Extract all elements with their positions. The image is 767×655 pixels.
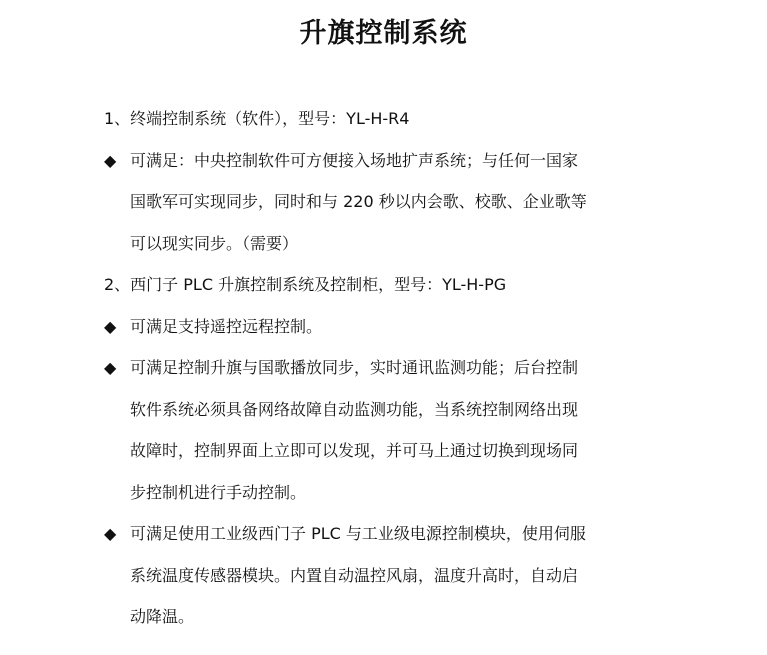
- text-line: 可以现实同步。（需要）: [130, 233, 299, 253]
- diamond-bullet-icon: ◆: [104, 316, 117, 336]
- bullet-text: [130, 306, 664, 348]
- text-line: 故障时，控制界面上立即可以发现，并可马上通过切换到现场同: [130, 441, 579, 460]
- text-line: 系统温度传感器模块。内置自动温控风扇，温度升高时，自动启: [130, 565, 579, 585]
- diamond-bullet-icon: ◆: [104, 150, 117, 170]
- bullet-item-industrial-plc: [104, 513, 664, 638]
- bullet-item-sync-monitoring: [104, 347, 664, 513]
- text-line: 步控制机进行手动控制。: [130, 482, 307, 502]
- text-line: 动降温。: [130, 607, 195, 626]
- document-body: [104, 98, 664, 638]
- bullet-item-central-control: [104, 140, 664, 265]
- bullet-text: [130, 140, 664, 265]
- diamond-bullet-icon: ◆: [104, 524, 117, 543]
- bullet-item-remote-control: [104, 306, 664, 348]
- text-line: 软件系统必须具备网络故障自动监测功能，当系统控制网络出现: [130, 399, 579, 419]
- numbered-item-plc-system: 2、西门子 PLC 升旗控制系统及控制柜，型号：YL-H-PG: [104, 275, 507, 294]
- text-line: 可满足控制升旗与国歌播放同步，实时通讯监测功能；后台控制: [130, 358, 579, 377]
- page-title: 升旗控制系统: [299, 18, 468, 49]
- diamond-bullet-icon: ◆: [104, 358, 117, 377]
- numbered-item-terminal-system: 1、终端控制系统（软件），型号：YL-H-R4: [104, 109, 410, 128]
- bullet-text: [130, 347, 664, 513]
- text-line: 可满足使用工业级西门子 PLC 与工业级电源控制模块，使用伺服: [130, 524, 586, 543]
- text-line: 可满足：中央控制软件可方便接入场地扩声系统；与任何一国家: [130, 150, 579, 170]
- text-line: 可满足支持遥控远程控制。: [130, 316, 323, 336]
- text-line: 国歌军可实现同步，同时和与 220 秒以内会歌、校歌、企业歌等: [130, 192, 587, 211]
- bullet-text: [130, 513, 664, 638]
